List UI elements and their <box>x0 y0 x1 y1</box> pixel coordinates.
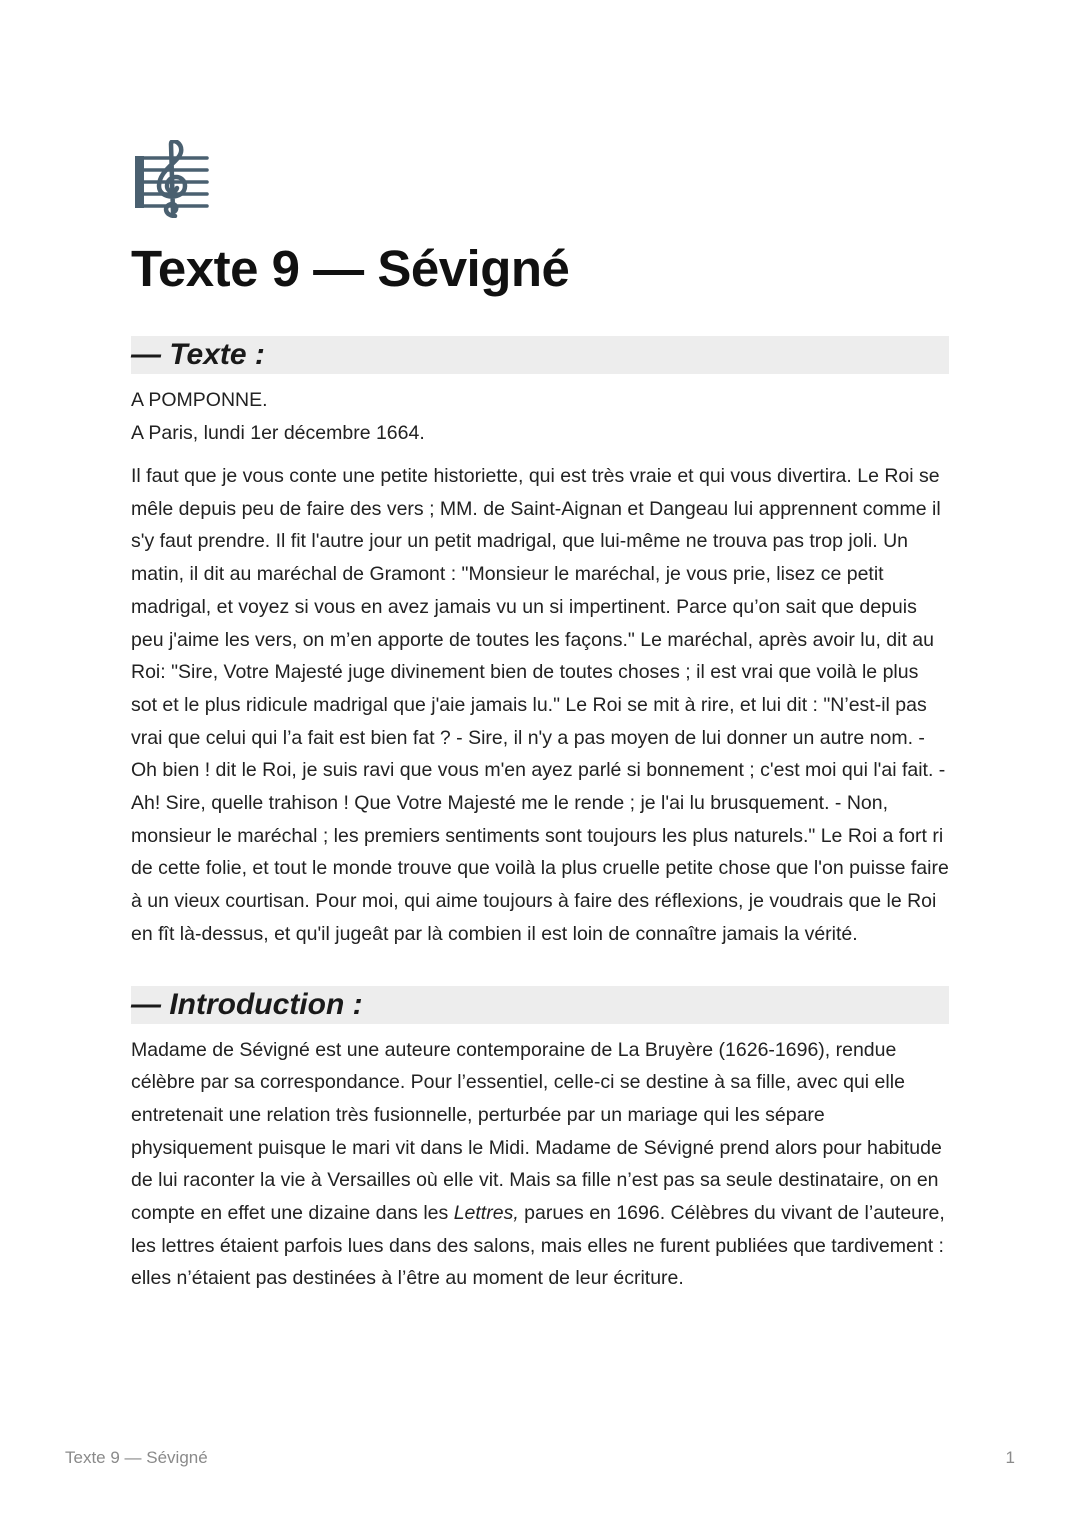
introduction-text-italic: Lettres, <box>453 1202 519 1225</box>
introduction-body <box>131 1034 949 1296</box>
letter-body: Il faut que je vous conte une petite historiette, qui est très vraie et qui vous divertira. Le Roi se mêle depuis peu de faire des vers ; MM. de Saint-Aignan et Dangeau lui apprennent comme il s'y faut prendre. Il fit l'autre jour un petit madrigal, que lui-même ne trouva pas trop joli. Un matin, il dit au maréchal de Gramont : "Monsieur le maréchal, je vous prie, lisez ce petit madrigal, et voyez si vous en avez jamais vu un si impertinent. Parce qu’on sait que depuis peu j'aime les vers, on m’en apporte de toutes les façons." Le maréchal, après avoir lu, dit au Roi: "Sire, Votre Majesté juge divinement bien de toutes choses ; il est vrai que voilà le plus sot et le plus ridicule madrigal que j'aie jamais lu." Le Roi se mit à rire, et lui dit : "N’est-il pas vrai que celui qui l’a fait est bien fat ? - Sire, il n'y a pas moyen de lui donner un autre nom. - Oh bien ! dit le Roi, je suis ravi que vous m'en ayez parlé si bonnement ; c'est moi qui l'ai fait. - Ah! Sire, quelle trahison ! Que Votre Majesté me le rende ; je l'ai lu brusquement. - Non, monsieur le maréchal ; les premiers sentiments sont toujours les plus naturels." Le Roi a fort ri de cette folie, et tout le monde trouve que voilà la plus cruelle petite chose que l'on puisse faire à un vieux courtisan. Pour moi, qui aime toujours à faire des réflexions, je voudrais que le Roi en fît là-dessus, et qu'il jugeât par là combien il est loin de connaître jamais la vérité. <box>131 465 949 945</box>
document-page <box>131 140 949 1295</box>
footer-page-number: 1 <box>1005 1448 1015 1467</box>
letter-dateline: A Paris, lundi 1er décembre 1664. <box>131 422 425 444</box>
page-title: Texte 9 — Sévigné <box>131 240 570 297</box>
introduction-text-part1: Madame de Sévigné est une auteure contemporaine de La Bruyère (1626-1696), rendue célèbre par sa correspondance. Pour l’essentiel, celle-ci se destine à sa fille, avec qui elle entretenait une relation très fusionnelle, perturbée par un mariage qui les sépare physiquement puisque le mari vit dans le Midi. Madame de Sévigné prend alors pour habitude de lui raconter la vie à Versailles où elle vit. Mais sa fille n’est pas sa seule destinataire, on en compte en effet une dizaine dans les <box>131 1038 942 1225</box>
section-heading-introduction: — Introduction : <box>131 986 949 1024</box>
footer-document-title: Texte 9 — Sévigné <box>65 1448 208 1467</box>
treble-clef-staff-icon <box>131 140 211 218</box>
introduction-text-part2: parues en 1696. Célèbres du vivant de l’auteure, les lettres étaient parfois lues dans des salons, mais elles ne furent publiées que tardivement : elles n’étaient pas destinées à l’être au moment de leur écriture. <box>131 1202 945 1290</box>
section-heading-texte: — Texte : <box>131 336 949 374</box>
letter-recipient: A POMPONNE. <box>131 389 268 411</box>
